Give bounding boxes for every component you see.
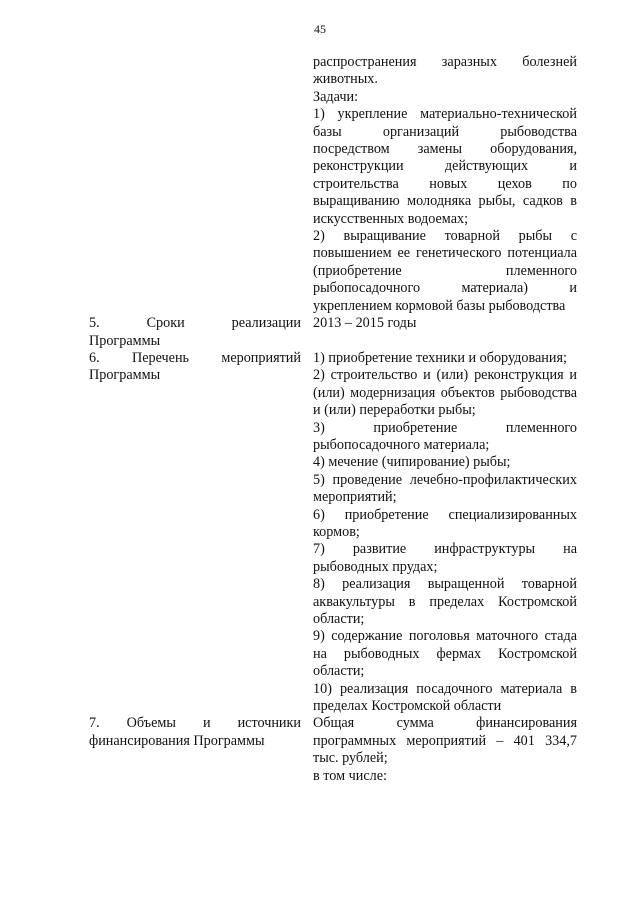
section-7-label-line1: 7. Объемы и источники xyxy=(89,715,301,732)
row-funding-value xyxy=(313,715,577,785)
row-measures-list-value xyxy=(313,350,577,716)
row-tasks xyxy=(89,54,579,315)
measure-item: 4) мечение (чипирование) рыбы; xyxy=(313,454,511,471)
task-item: 1) укрепление материально-технической базы организаций рыбоводства посредством замены оборудования, реконструкции действующих и строительства новых цехов по выращиванию молодняка рыбы, садков в искусственных водоемах; xyxy=(313,106,577,227)
page-number: 45 xyxy=(314,22,326,36)
section-6-label-line2: Программы xyxy=(89,367,161,384)
row-funding-label xyxy=(89,715,301,750)
row-tasks-value xyxy=(313,54,577,315)
implementation-period-value: 2013 – 2015 годы xyxy=(313,315,417,332)
section-5-label-line1: 5. Сроки реализации xyxy=(89,315,301,332)
measure-item: 7) развитие инфраструктуры на рыбоводных прудах; xyxy=(313,541,577,575)
funding-including: в том числе: xyxy=(313,767,387,784)
measure-item: 10) реализация посадочного материала в пределах Костромской области xyxy=(313,680,577,715)
measure-item: 8) реализация выращенной товарной аквакультуры в пределах Костромской области; xyxy=(313,576,577,627)
measure-item: 5) проведение лечебно-профилактических мероприятий; xyxy=(313,471,577,506)
program-passport-table xyxy=(89,54,579,785)
row-measures-list-label xyxy=(89,350,301,385)
tasks-heading: Задачи: xyxy=(313,88,359,105)
measure-item: 3) приобретение племенного рыбопосадочного материала; xyxy=(313,419,577,453)
row-implementation-period-label xyxy=(89,315,301,350)
section-7-label-line2: финансирования Программы xyxy=(89,732,265,749)
section-6-label-line1: 6. Перечень мероприятий xyxy=(89,349,301,366)
row-funding xyxy=(89,715,579,785)
measure-item: 1) приобретение техники и оборудования; xyxy=(313,349,567,366)
row-implementation-period xyxy=(89,315,579,350)
funding-total: Общая сумма финансирования программных мероприятий – 401 334,7 тыс. рублей; xyxy=(313,715,577,767)
task-item: 2) выращивание товарной рыбы с повышением ее генетического потенциала (приобретение племенного рыбопосадочного материала) и укреплением кормовой базы рыбоводства xyxy=(313,228,577,314)
measure-item: 6) приобретение специализированных кормов; xyxy=(313,506,577,540)
section-5-label-line2: Программы xyxy=(89,332,161,349)
row-implementation-period-value xyxy=(313,315,577,332)
task-text-continuation: распространения заразных болезней животных. xyxy=(313,54,577,88)
row-measures-list xyxy=(89,350,579,716)
measure-item: 9) содержание поголовья маточного стада на рыбоводных фермах Костромской области; xyxy=(313,628,577,680)
measure-item: 2) строительство и (или) реконструкция и (или) модернизация объектов рыбоводства и (или) переработки рыбы; xyxy=(313,367,577,419)
